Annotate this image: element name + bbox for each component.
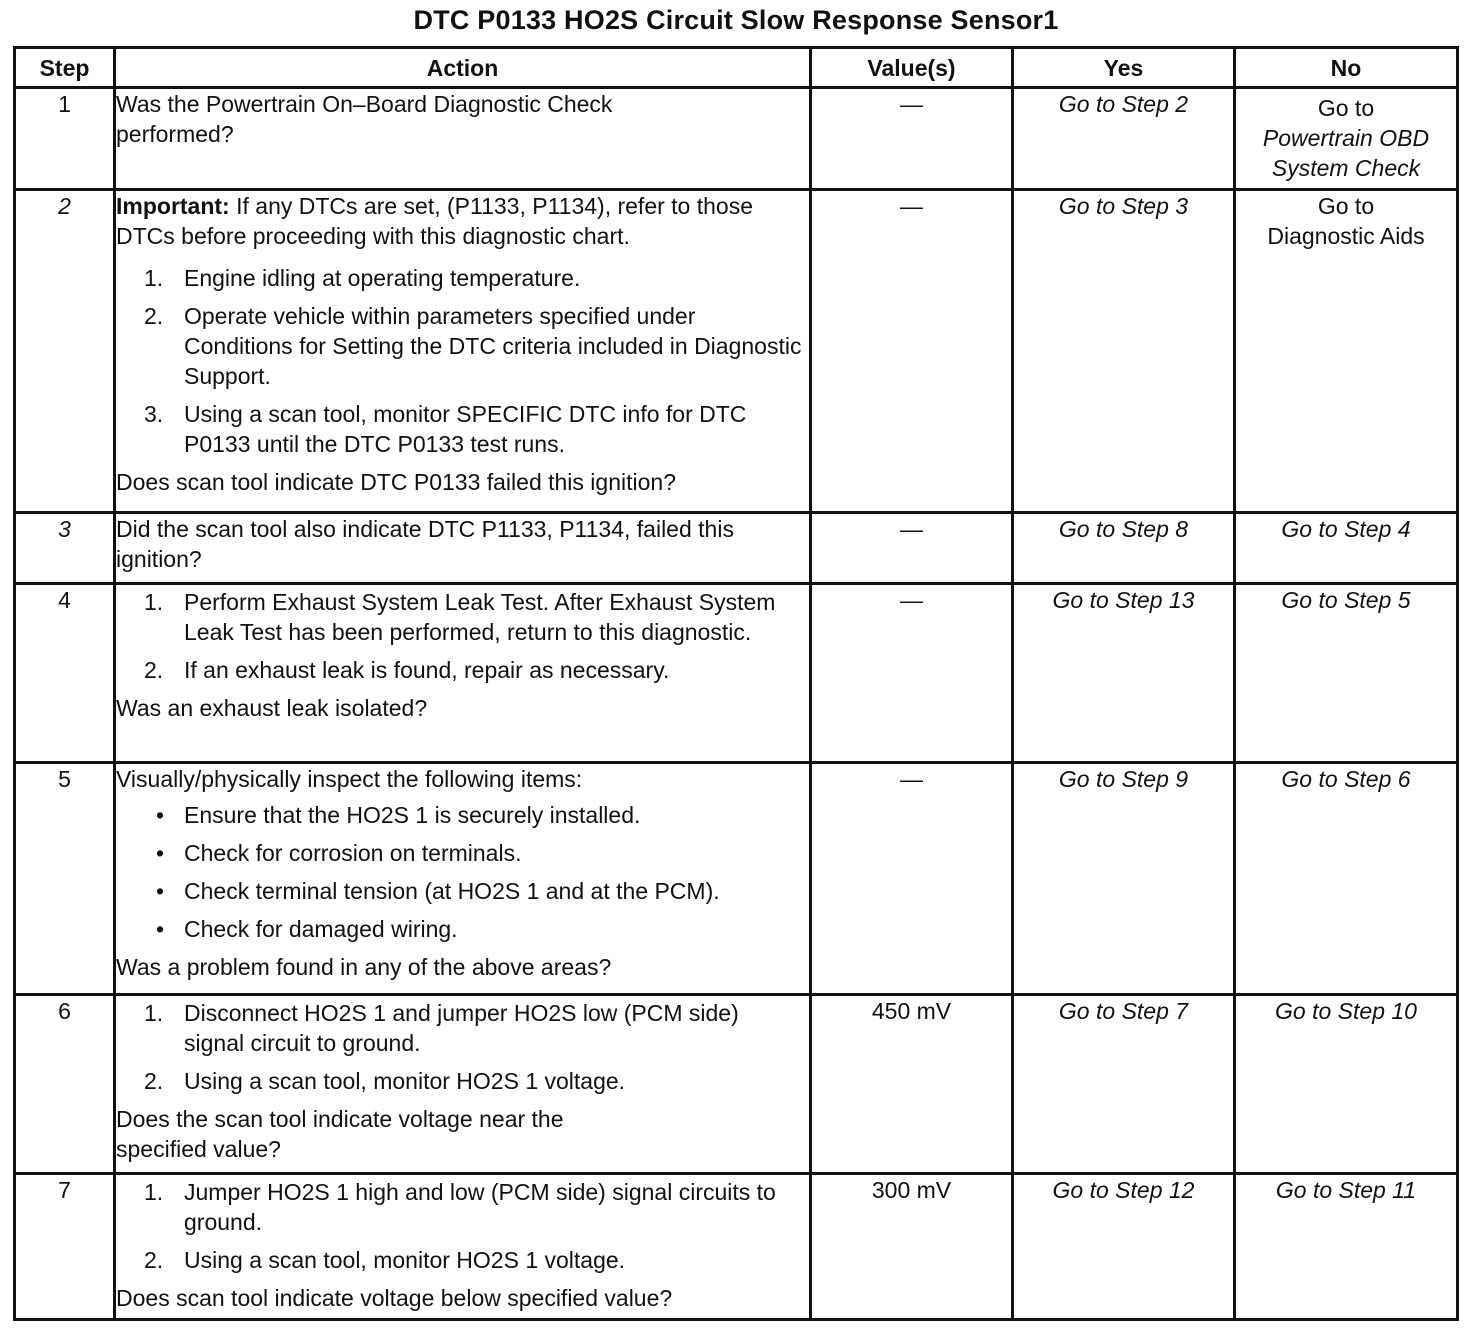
action-question: Was a problem found in any of the above areas? bbox=[116, 954, 612, 980]
list-item bbox=[116, 838, 809, 868]
value-cell: 450 mV bbox=[811, 995, 1013, 1174]
table-row bbox=[15, 513, 1458, 584]
header-step: Step bbox=[15, 48, 115, 88]
yes-cell: Go to Step 9 bbox=[1013, 763, 1235, 995]
list-number: 2. bbox=[144, 1068, 164, 1094]
no-cell: Go to Step 4 bbox=[1235, 513, 1458, 584]
no-cell: Go to Step 11 bbox=[1235, 1174, 1458, 1320]
list-number: 1. bbox=[144, 1000, 164, 1026]
step-number: 7 bbox=[15, 1174, 115, 1320]
list-number: 2. bbox=[144, 303, 164, 329]
step-number: 2 bbox=[15, 190, 115, 513]
header-action: Action bbox=[115, 48, 811, 88]
action-question: Does scan tool indicate voltage below specified value? bbox=[116, 1285, 673, 1311]
value-cell: — bbox=[811, 584, 1013, 763]
list-item bbox=[116, 301, 809, 391]
step-number: 6 bbox=[15, 995, 115, 1174]
no-goto-target: Powertrain OBD System Check bbox=[1262, 125, 1430, 181]
table-row bbox=[15, 190, 1458, 513]
list-item bbox=[116, 1177, 784, 1237]
yes-cell: Go to Step 12 bbox=[1013, 1174, 1235, 1320]
action-text: Did the scan tool also indicate DTC P1133, P1134, failed this ignition? bbox=[116, 516, 734, 572]
action-cell bbox=[115, 1174, 811, 1320]
list-text: If an exhaust leak is found, repair as necessary. bbox=[184, 657, 670, 683]
action-cell bbox=[115, 190, 811, 513]
important-label: Important: bbox=[116, 193, 230, 219]
action-cell bbox=[115, 88, 811, 190]
list-number: 1. bbox=[144, 265, 164, 291]
yes-cell: Go to Step 7 bbox=[1013, 995, 1235, 1174]
list-item bbox=[116, 587, 809, 647]
table-row bbox=[15, 1174, 1458, 1320]
list-number: 1. bbox=[144, 1179, 164, 1205]
value-cell: 300 mV bbox=[811, 1174, 1013, 1320]
bullet-glyph: • bbox=[156, 802, 165, 828]
list-text: Using a scan tool, monitor HO2S 1 voltage. bbox=[184, 1247, 626, 1273]
value-cell: — bbox=[811, 513, 1013, 584]
list-text: Jumper HO2S 1 high and low (PCM side) signal circuits to ground. bbox=[184, 1179, 776, 1235]
list-item bbox=[116, 399, 809, 459]
table-row bbox=[15, 584, 1458, 763]
action-cell bbox=[115, 763, 811, 995]
list-item bbox=[116, 998, 784, 1058]
action-cell bbox=[115, 995, 811, 1174]
no-cell: Go to Step 6 bbox=[1235, 763, 1458, 995]
header-row bbox=[15, 48, 1458, 88]
no-goto-label: Go to bbox=[1317, 193, 1375, 219]
action-cell bbox=[115, 513, 811, 584]
list-text: Ensure that the HO2S 1 is securely installed. bbox=[184, 802, 641, 828]
numbered-list bbox=[116, 998, 809, 1096]
list-item bbox=[116, 914, 809, 944]
list-item bbox=[116, 800, 809, 830]
list-text: Check for corrosion on terminals. bbox=[184, 840, 522, 866]
list-text: Using a scan tool, monitor HO2S 1 voltage. bbox=[184, 1068, 626, 1094]
no-goto-label: Go to bbox=[1317, 95, 1375, 121]
header-yes: Yes bbox=[1013, 48, 1235, 88]
action-question: Does the scan tool indicate voltage near the specified value? bbox=[116, 1106, 564, 1162]
no-cell: Go to Step 10 bbox=[1235, 995, 1458, 1174]
page-title: DTC P0133 HO2S Circuit Slow Response Sensor1 bbox=[413, 5, 1059, 35]
no-cell bbox=[1235, 190, 1458, 513]
list-item bbox=[116, 655, 809, 685]
action-cell bbox=[115, 584, 811, 763]
list-text: Check terminal tension (at HO2S 1 and at the PCM). bbox=[184, 878, 720, 904]
value-cell: — bbox=[811, 763, 1013, 995]
no-cell: Go to Step 5 bbox=[1235, 584, 1458, 763]
bullet-glyph: • bbox=[156, 840, 165, 866]
header-no: No bbox=[1235, 48, 1458, 88]
list-number: 1. bbox=[144, 589, 164, 615]
action-question: Does scan tool indicate DTC P0133 failed this ignition? bbox=[116, 469, 676, 495]
list-item bbox=[116, 876, 809, 906]
bullet-list bbox=[116, 800, 809, 944]
step-number: 5 bbox=[15, 763, 115, 995]
yes-cell: Go to Step 3 bbox=[1013, 190, 1235, 513]
list-number: 2. bbox=[144, 1247, 164, 1273]
table-row bbox=[15, 88, 1458, 190]
yes-cell: Go to Step 13 bbox=[1013, 584, 1235, 763]
step-number: 4 bbox=[15, 584, 115, 763]
list-number: 3. bbox=[144, 401, 164, 427]
important-note bbox=[116, 191, 809, 251]
value-cell: — bbox=[811, 88, 1013, 190]
list-text: Perform Exhaust System Leak Test. After Exhaust System Leak Test has been performed, return to this diagnostic. bbox=[184, 589, 776, 645]
list-item bbox=[116, 1245, 809, 1275]
table-row bbox=[15, 763, 1458, 995]
list-text: Operate vehicle within parameters specified under Conditions for Setting the DTC criteria included in Diagnostic Support. bbox=[184, 303, 802, 389]
diagnostic-table bbox=[13, 46, 1459, 1321]
yes-cell: Go to Step 8 bbox=[1013, 513, 1235, 584]
list-text: Check for damaged wiring. bbox=[184, 916, 458, 942]
value-cell: — bbox=[811, 190, 1013, 513]
action-text: Was the Powertrain On–Board Diagnostic Check performed? bbox=[116, 91, 613, 147]
no-cell bbox=[1235, 88, 1458, 190]
bullet-glyph: • bbox=[156, 916, 165, 942]
action-intro: Visually/physically inspect the following items: bbox=[116, 766, 583, 792]
step-number: 1 bbox=[15, 88, 115, 190]
step-number: 3 bbox=[15, 513, 115, 584]
list-text: Disconnect HO2S 1 and jumper HO2S low (PCM side) signal circuit to ground. bbox=[184, 1000, 739, 1056]
header-values: Value(s) bbox=[811, 48, 1013, 88]
list-text: Using a scan tool, monitor SPECIFIC DTC info for DTC P0133 until the DTC P0133 test runs. bbox=[184, 401, 747, 457]
list-item bbox=[116, 263, 809, 293]
table-row bbox=[15, 995, 1458, 1174]
list-item bbox=[116, 1066, 809, 1096]
numbered-list bbox=[116, 587, 809, 685]
action-question: Was an exhaust leak isolated? bbox=[116, 695, 428, 721]
important-text: If any DTCs are set, (P1133, P1134), refer to those DTCs before proceeding with this diagnostic chart. bbox=[116, 193, 754, 249]
numbered-list bbox=[116, 1177, 809, 1275]
list-text: Engine idling at operating temperature. bbox=[184, 265, 581, 291]
list-number: 2. bbox=[144, 657, 164, 683]
bullet-glyph: • bbox=[156, 878, 165, 904]
numbered-list bbox=[116, 263, 809, 459]
yes-cell: Go to Step 2 bbox=[1013, 88, 1235, 190]
no-goto-target: Diagnostic Aids bbox=[1267, 223, 1425, 249]
